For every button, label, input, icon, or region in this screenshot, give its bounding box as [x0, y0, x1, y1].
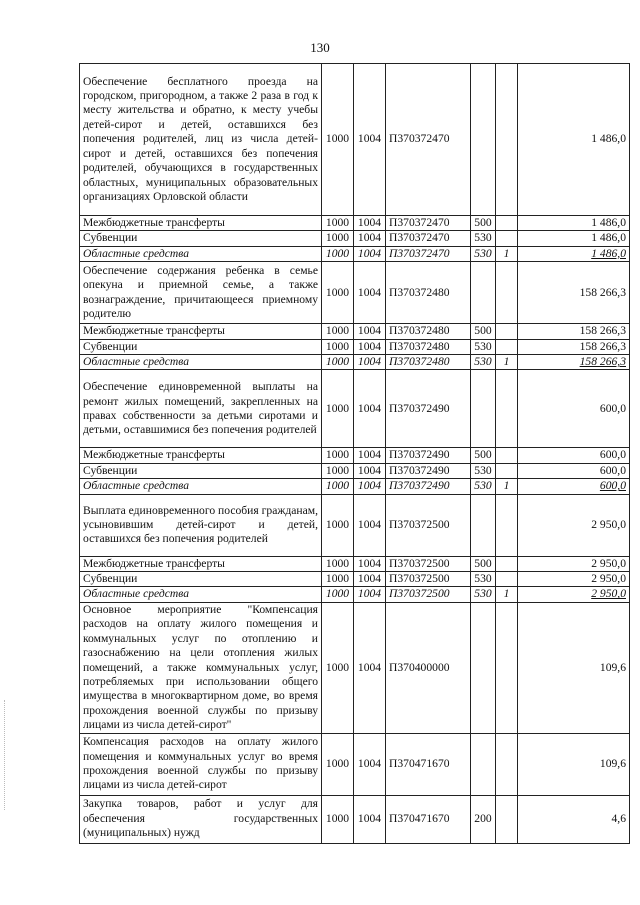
row-section: 1000 — [322, 572, 354, 587]
row-target-article: П370372490 — [386, 463, 471, 478]
row-section: 1000 — [322, 370, 354, 448]
row-source — [496, 733, 518, 795]
row-subsection: 1004 — [354, 448, 386, 463]
row-amount: 109,6 — [518, 602, 630, 733]
row-amount: 600,0 — [518, 448, 630, 463]
row-subsection: 1004 — [354, 246, 386, 261]
row-subsection: 1004 — [354, 587, 386, 602]
row-subsection: 1004 — [354, 463, 386, 478]
row-source — [496, 448, 518, 463]
table-row — [80, 339, 630, 354]
row-section: 1000 — [322, 479, 354, 494]
row-section: 1000 — [322, 216, 354, 231]
table-row — [80, 216, 630, 231]
row-name: Областные средства — [80, 355, 322, 370]
row-name: Межбюджетные трансферты — [80, 556, 322, 571]
table-row — [80, 795, 630, 843]
row-subsection: 1004 — [354, 572, 386, 587]
row-amount: 158 266,3 — [518, 339, 630, 354]
row-name: Межбюджетные трансферты — [80, 216, 322, 231]
row-expense-type — [471, 262, 496, 324]
table-row — [80, 246, 630, 261]
table-row — [80, 231, 630, 246]
row-expense-type — [471, 64, 496, 216]
row-target-article: П370372470 — [386, 246, 471, 261]
row-amount: 158 266,3 — [518, 355, 630, 370]
row-subsection: 1004 — [354, 494, 386, 556]
row-amount: 1 486,0 — [518, 231, 630, 246]
row-source — [496, 64, 518, 216]
row-source — [496, 339, 518, 354]
table-row — [80, 262, 630, 324]
row-amount: 2 950,0 — [518, 556, 630, 571]
row-source — [496, 231, 518, 246]
row-source — [496, 795, 518, 843]
row-section: 1000 — [322, 795, 354, 843]
row-subsection: 1004 — [354, 795, 386, 843]
row-name: Областные средства — [80, 587, 322, 602]
row-expense-type — [471, 370, 496, 448]
row-target-article: П370372490 — [386, 370, 471, 448]
row-amount: 1 486,0 — [518, 246, 630, 261]
row-section: 1000 — [322, 494, 354, 556]
row-target-article: П370372470 — [386, 216, 471, 231]
table-row — [80, 463, 630, 478]
row-source — [496, 324, 518, 339]
row-expense-type: 530 — [471, 587, 496, 602]
row-source: 1 — [496, 246, 518, 261]
row-expense-type: 200 — [471, 795, 496, 843]
row-subsection: 1004 — [354, 479, 386, 494]
row-subsection: 1004 — [354, 216, 386, 231]
row-expense-type: 500 — [471, 216, 496, 231]
row-amount: 600,0 — [518, 370, 630, 448]
row-section: 1000 — [322, 587, 354, 602]
row-amount: 600,0 — [518, 463, 630, 478]
row-expense-type — [471, 602, 496, 733]
row-expense-type: 530 — [471, 231, 496, 246]
row-target-article: П370372480 — [386, 262, 471, 324]
row-subsection: 1004 — [354, 370, 386, 448]
row-expense-type — [471, 494, 496, 556]
table-row — [80, 355, 630, 370]
row-expense-type: 530 — [471, 572, 496, 587]
row-target-article: П370372500 — [386, 494, 471, 556]
row-target-article: П370372500 — [386, 556, 471, 571]
row-subsection: 1004 — [354, 355, 386, 370]
row-target-article: П370471670 — [386, 733, 471, 795]
row-name: Компенсация расходов на оплату жилого помещения и коммунальных услуг во время прохождения военной службы по призыву лицами из числа детей-сирот — [80, 733, 322, 795]
row-name: Субвенции — [80, 339, 322, 354]
row-name: Областные средства — [80, 246, 322, 261]
row-source — [496, 494, 518, 556]
row-name: Областные средства — [80, 479, 322, 494]
row-expense-type — [471, 733, 496, 795]
row-target-article: П370372480 — [386, 339, 471, 354]
row-target-article: П370372500 — [386, 587, 471, 602]
row-target-article: П370372480 — [386, 324, 471, 339]
row-expense-type: 530 — [471, 355, 496, 370]
row-subsection: 1004 — [354, 556, 386, 571]
row-name: Субвенции — [80, 572, 322, 587]
row-name: Закупка товаров, работ и услуг для обеспечения государственных (муниципальных) нужд — [80, 795, 322, 843]
table-row — [80, 324, 630, 339]
table-row — [80, 733, 630, 795]
row-expense-type: 530 — [471, 479, 496, 494]
row-amount: 600,0 — [518, 479, 630, 494]
row-expense-type: 530 — [471, 339, 496, 354]
table-row — [80, 602, 630, 733]
row-amount: 4,6 — [518, 795, 630, 843]
row-target-article: П370372500 — [386, 572, 471, 587]
row-name: Обеспечение содержания ребенка в семье опекуна и приемной семье, а также вознаграждение, причитающееся приемному родителю — [80, 262, 322, 324]
row-section: 1000 — [322, 463, 354, 478]
row-source — [496, 572, 518, 587]
row-target-article: П370471670 — [386, 795, 471, 843]
row-target-article: П370372490 — [386, 448, 471, 463]
row-name: Межбюджетные трансферты — [80, 324, 322, 339]
row-subsection: 1004 — [354, 262, 386, 324]
row-section: 1000 — [322, 448, 354, 463]
row-name: Субвенции — [80, 463, 322, 478]
row-section: 1000 — [322, 556, 354, 571]
table-row — [80, 494, 630, 556]
row-section: 1000 — [322, 64, 354, 216]
row-source: 1 — [496, 587, 518, 602]
row-section: 1000 — [322, 733, 354, 795]
row-expense-type: 530 — [471, 246, 496, 261]
row-amount: 2 950,0 — [518, 587, 630, 602]
table-row — [80, 587, 630, 602]
row-expense-type: 500 — [471, 324, 496, 339]
row-amount: 2 950,0 — [518, 572, 630, 587]
row-source — [496, 216, 518, 231]
table-row — [80, 448, 630, 463]
row-section: 1000 — [322, 231, 354, 246]
row-expense-type: 500 — [471, 556, 496, 571]
row-target-article: П370372480 — [386, 355, 471, 370]
row-section: 1000 — [322, 339, 354, 354]
row-subsection: 1004 — [354, 324, 386, 339]
row-name: Выплата единовременного пособия гражданам, усыновившим детей-сирот и детей, оставшихся без попечения родителей — [80, 494, 322, 556]
row-amount: 2 950,0 — [518, 494, 630, 556]
row-source: 1 — [496, 355, 518, 370]
row-subsection: 1004 — [354, 64, 386, 216]
row-target-article: П370400000 — [386, 602, 471, 733]
row-expense-type: 500 — [471, 448, 496, 463]
row-amount: 109,6 — [518, 733, 630, 795]
row-expense-type: 530 — [471, 463, 496, 478]
row-subsection: 1004 — [354, 231, 386, 246]
row-source — [496, 463, 518, 478]
row-subsection: 1004 — [354, 602, 386, 733]
row-amount: 1 486,0 — [518, 216, 630, 231]
row-name: Обеспечение единовременной выплаты на ремонт жилых помещений, закрепленных на правах собственности за детьми сиротами и детьми, оставшимися без попечения родителей — [80, 370, 322, 448]
row-section: 1000 — [322, 262, 354, 324]
row-section: 1000 — [322, 246, 354, 261]
row-amount: 158 266,3 — [518, 262, 630, 324]
row-source — [496, 602, 518, 733]
page-number: 130 — [310, 40, 330, 55]
row-name: Межбюджетные трансферты — [80, 448, 322, 463]
table-row — [80, 556, 630, 571]
row-amount: 1 486,0 — [518, 64, 630, 216]
table-row — [80, 572, 630, 587]
row-amount: 158 266,3 — [518, 324, 630, 339]
row-name: Субвенции — [80, 231, 322, 246]
scan-edge-marks — [4, 700, 9, 810]
row-source — [496, 556, 518, 571]
row-target-article: П370372470 — [386, 231, 471, 246]
row-name: Обеспечение бесплатного проезда на городском, пригородном, а также 2 раза в год к месту жительства и обратно, к месту учебы детей-сирот и детей, оставшихся без попечения родителей, лиц из числа детей-сирот и детей, оставшихся без попечения родителей, обучающихся в государственных областных, муниципальных образовательных организациях Орловской области — [80, 64, 322, 216]
row-target-article: П370372490 — [386, 479, 471, 494]
row-source: 1 — [496, 479, 518, 494]
table-row — [80, 370, 630, 448]
row-subsection: 1004 — [354, 733, 386, 795]
budget-table — [79, 63, 630, 844]
table-row — [80, 479, 630, 494]
row-target-article: П370372470 — [386, 64, 471, 216]
row-name: Основное мероприятие "Компенсация расходов на оплату жилого помещения и коммунальных услуг по отоплению и газоснабжению на цели отопления жилых помещений, а также коммунальных услуг, потребляемых при использовании общего имущества в многоквартирном доме, во время прохождения военной службы по призыву лицами из числа детей-сирот" — [80, 602, 322, 733]
row-section: 1000 — [322, 602, 354, 733]
row-subsection: 1004 — [354, 339, 386, 354]
row-source — [496, 262, 518, 324]
row-section: 1000 — [322, 355, 354, 370]
table-row — [80, 64, 630, 216]
row-source — [496, 370, 518, 448]
row-section: 1000 — [322, 324, 354, 339]
